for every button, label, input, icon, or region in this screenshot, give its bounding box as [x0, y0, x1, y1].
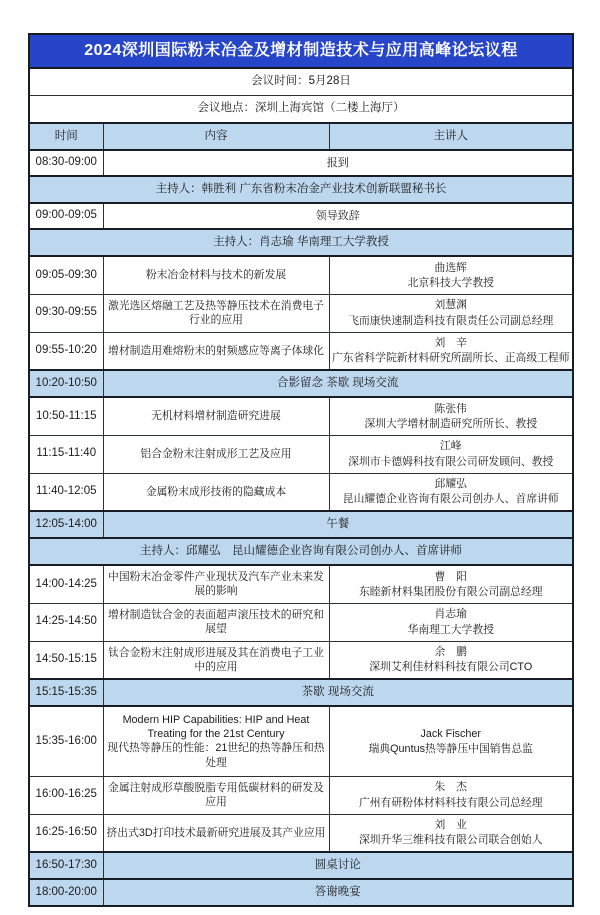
speaker-affiliation: 瑞典Quntus热等静压中国销售总监: [368, 742, 533, 755]
time-cell: 11:40-12:05: [29, 473, 103, 511]
meeting-location: 会议地点：深圳上海宾馆（二楼上海厅）: [29, 96, 573, 124]
talk-title: 金属注射成形草酸脱脂专用低碳材料的研发及应用: [103, 776, 329, 814]
speaker-cell: [329, 332, 573, 370]
talk-row: [29, 397, 573, 435]
talk-title: 增材制造用难熔粉末的射频感应等离子体球化: [103, 332, 329, 370]
talk-row: [29, 473, 573, 511]
speaker-name: 余 鹏: [434, 646, 467, 658]
talk-row: [29, 565, 573, 603]
talk-row: [29, 603, 573, 641]
break-row-banquet: [29, 879, 573, 906]
speaker-cell: [329, 641, 573, 679]
speaker-name: 邱耀弘: [434, 478, 467, 490]
time-cell: 12:05-14:00: [29, 511, 103, 538]
time-cell: 10:50-11:15: [29, 397, 103, 435]
speaker-affiliation: 深圳大学增材制造研究所所长、教授: [364, 417, 538, 430]
agenda-table: [28, 33, 574, 907]
session-content: 领导致辞: [103, 203, 573, 229]
speaker-affiliation: 广东省科学院新材料研究所副所长、正高级工程师: [331, 352, 570, 365]
time-cell: 09:30-09:55: [29, 294, 103, 332]
talk-row: [29, 776, 573, 814]
time-cell: 14:50-15:15: [29, 641, 103, 679]
host-row: [29, 229, 573, 256]
talk-title: 无机材料增材制造研究进展: [103, 397, 329, 435]
host-label: 主持人：邱耀弘 昆山耀德企业咨询有限公司创办人、首席讲师: [29, 538, 573, 565]
talk-row: [29, 332, 573, 370]
time-cell: 18:00-20:00: [29, 879, 103, 906]
column-header-row: [29, 123, 573, 150]
speaker-cell: [329, 565, 573, 603]
talk-title: 挤出式3D打印技术最新研究进展及其产业应用: [103, 814, 329, 852]
talk-title: 中国粉末冶金零件产业现状及汽车产业未来发展的影响: [103, 565, 329, 603]
speaker-name: 朱 杰: [434, 781, 467, 794]
time-cell: 09:00-09:05: [29, 203, 103, 229]
speaker-affiliation: 昆山耀德企业咨询有限公司创办人、首席讲师: [342, 493, 559, 506]
time-cell: 14:00-14:25: [29, 565, 103, 603]
talk-title-english: Modern HIP Capabilities: HIP and Heat Treating for the 21st Century: [122, 713, 310, 740]
speaker-name: 曲选辉: [434, 261, 467, 274]
column-header-speaker: 主讲人: [329, 123, 573, 150]
talk-row-hip: [29, 706, 573, 776]
speaker-cell: [329, 603, 573, 641]
speaker-name: 刘慧渊: [434, 299, 467, 312]
talk-row: [29, 294, 573, 332]
speaker-name: 肖志瑜: [434, 608, 467, 621]
break-label: 答谢晚宴: [103, 879, 573, 906]
speaker-affiliation: 深圳市卡德姆科技有限公司研发顾问、教授: [348, 455, 554, 468]
time-cell: 10:20-10:50: [29, 370, 103, 397]
break-row: [29, 370, 573, 397]
host-row: [29, 176, 573, 203]
time-cell: 16:50-17:30: [29, 852, 103, 879]
speaker-cell: [329, 776, 573, 814]
speaker-cell: [329, 473, 573, 511]
break-label: 圆桌讨论: [103, 852, 573, 879]
forum-title: 2024深圳国际粉末冶金及增材制造技术与应用高峰论坛议程: [29, 34, 573, 68]
time-cell: 08:30-09:00: [29, 150, 103, 176]
break-label: 茶歇 现场交流: [103, 679, 573, 706]
speaker-cell: [329, 256, 573, 294]
host-row: [29, 538, 573, 565]
break-label: 午餐: [103, 511, 573, 538]
talk-title: 铝合金粉末注射成形工艺及应用: [103, 435, 329, 473]
talk-title: [103, 706, 329, 776]
time-cell: 09:55-10:20: [29, 332, 103, 370]
column-header-time: 时间: [29, 123, 103, 150]
meeting-time-row: [29, 68, 573, 96]
speaker-affiliation: 广州有研粉体材料科技有限公司总经理: [358, 796, 543, 809]
talk-title: 金属粉末成形技術的隐藏成本: [103, 473, 329, 511]
session-content: 报到: [103, 150, 573, 176]
speaker-cell: [329, 294, 573, 332]
speaker-name: 江峰: [439, 440, 462, 453]
host-label: 主持人：肖志瑜 华南理工大学教授: [29, 229, 573, 256]
talk-row: [29, 256, 573, 294]
column-header-content: 内容: [103, 123, 329, 150]
time-cell: 15:35-16:00: [29, 706, 103, 776]
session-row-registration: [29, 150, 573, 176]
time-cell: 16:00-16:25: [29, 776, 103, 814]
speaker-affiliation: 华南理工大学教授: [407, 623, 494, 636]
talk-title: 钛合金粉末注射成形进展及其在消费电子工业中的应用: [103, 641, 329, 679]
break-row-lunch: [29, 511, 573, 538]
talk-row: [29, 814, 573, 852]
speaker-cell: [329, 814, 573, 852]
speaker-affiliation: 深圳升华三维科技有限公司联合创始人: [358, 834, 543, 847]
meeting-location-row: [29, 96, 573, 124]
title-row: [29, 34, 573, 68]
speaker-cell: [329, 435, 573, 473]
speaker-affiliation: 深圳艾利佳材料科技有限公司CTO: [369, 661, 533, 674]
speaker-affiliation: 北京科技大学教授: [407, 276, 494, 289]
session-row-opening: [29, 203, 573, 229]
time-cell: 09:05-09:30: [29, 256, 103, 294]
talk-row: [29, 641, 573, 679]
speaker-affiliation: 飞而康快速制造科技有限责任公司副总经理: [348, 314, 554, 327]
break-row-roundtable: [29, 852, 573, 879]
time-cell: 11:15-11:40: [29, 435, 103, 473]
speaker-cell: [329, 397, 573, 435]
speaker-name: 曹 阳: [434, 570, 467, 583]
time-cell: 14:25-14:50: [29, 603, 103, 641]
talk-title: 增材制造钛合金的表面超声滚压技术的研究和展望: [103, 603, 329, 641]
talk-title: 粉末冶金材料与技术的新发展: [103, 256, 329, 294]
host-label: 主持人：韩胜利 广东省粉末冶金产业技术创新联盟秘书长: [29, 176, 573, 203]
time-cell: 16:25-16:50: [29, 814, 103, 852]
talk-title: 激光选区熔融工艺及热等静压技术在消费电子行业的应用: [103, 294, 329, 332]
speaker-cell: [329, 706, 573, 776]
break-label: 合影留念 茶歇 现场交流: [103, 370, 573, 397]
speaker-name: 刘 业: [434, 819, 467, 831]
talk-title-chinese: 现代热等静压的性能：21世纪的热等静压和热处理: [107, 742, 325, 769]
speaker-affiliation: 东睦新材料集团股份有限公司副总经理: [358, 585, 543, 598]
speaker-name: 陈张伟: [434, 402, 467, 415]
break-row-teabreak: [29, 679, 573, 706]
meeting-time: 会议时间：5月28日: [29, 68, 573, 96]
speaker-name: Jack Fischer: [420, 727, 482, 740]
talk-row: [29, 435, 573, 473]
speaker-name: 刘 辛: [434, 337, 467, 349]
time-cell: 15:15-15:35: [29, 679, 103, 706]
